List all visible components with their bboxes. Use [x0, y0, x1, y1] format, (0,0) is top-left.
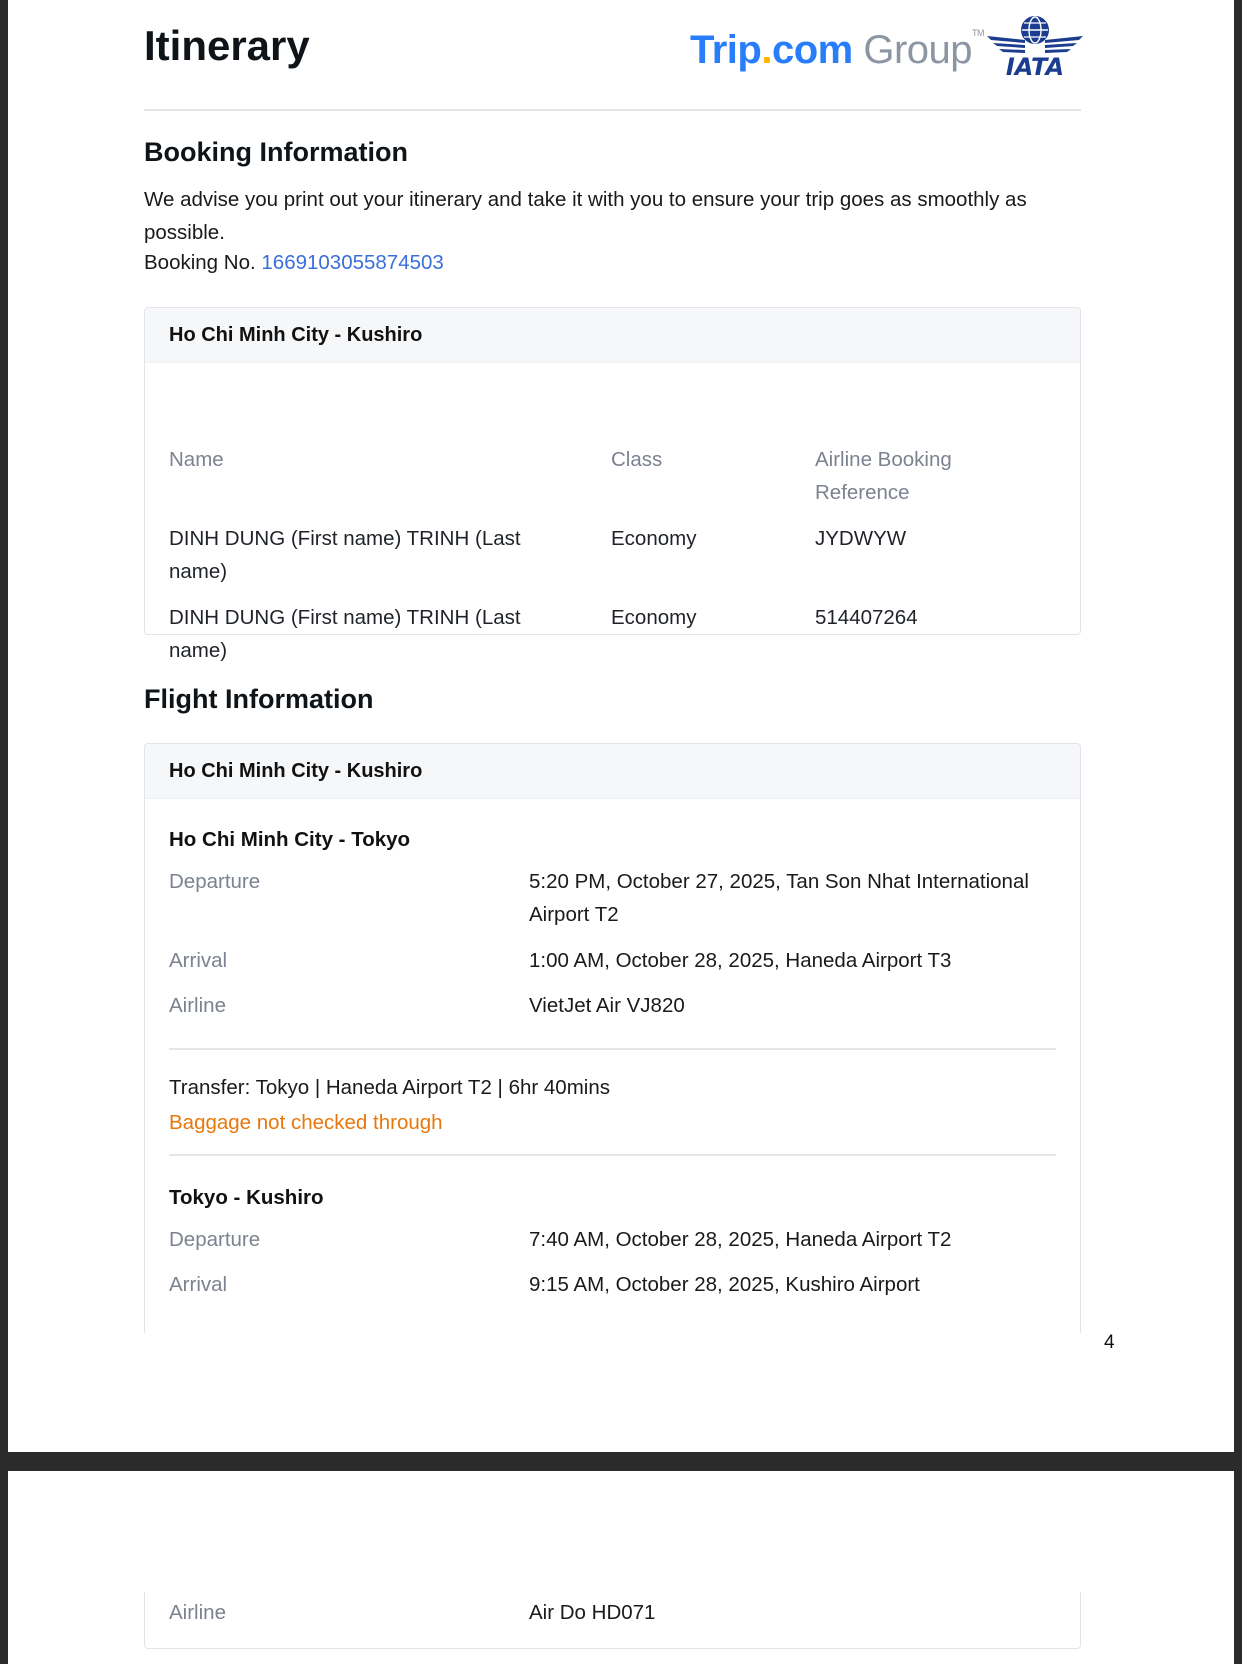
airline-value: VietJet Air VJ820: [529, 994, 685, 1017]
departure-label: Departure: [169, 870, 261, 893]
page-number: 4: [1104, 1332, 1115, 1353]
departure-label: Departure: [169, 1228, 261, 1251]
passenger-card-title: Ho Chi Minh City - Kushiro: [145, 308, 1080, 363]
airline-label: Airline: [169, 994, 226, 1017]
flight-card-continued: [144, 1592, 1081, 1649]
segment-divider: [169, 1048, 1056, 1050]
arrival-value: 1:00 AM, October 28, 2025, Haneda Airport T3: [529, 949, 952, 972]
svg-text:IATA: IATA: [1005, 53, 1065, 78]
logo-text-group: Group: [852, 28, 973, 72]
logo-text-trip: Trip: [690, 28, 762, 72]
passenger-name: DINH DUNG (First name) TRINH (Last name): [169, 527, 521, 583]
page-title: Itinerary: [144, 22, 310, 69]
arrival-value: 9:15 AM, October 28, 2025, Kushiro Airport: [529, 1273, 920, 1296]
passenger-booking-reference: JYDWYW: [815, 527, 907, 550]
passenger-class: Economy: [611, 606, 697, 629]
baggage-warning: Baggage not checked through: [169, 1111, 443, 1134]
passenger-name: DINH DUNG (First name) TRINH (Last name): [169, 606, 521, 662]
column-header-name: Name: [169, 448, 224, 471]
passenger-card: [144, 307, 1081, 662]
segment-divider: [169, 1154, 1056, 1156]
arrival-label: Arrival: [169, 1273, 228, 1296]
arrival-label: Arrival: [169, 949, 228, 972]
transfer-info: Transfer: Tokyo | Haneda Airport T2 | 6hr 40mins: [169, 1076, 610, 1099]
segment-title: Tokyo - Kushiro: [169, 1186, 324, 1209]
passenger-class: Economy: [611, 527, 697, 550]
segment-title: Ho Chi Minh City - Tokyo: [169, 828, 411, 851]
departure-value: 7:40 AM, October 28, 2025, Haneda Airport T2: [529, 1228, 952, 1251]
trip-com-group-logo: [690, 28, 984, 73]
logo-text-com: com: [771, 28, 853, 72]
column-header-booking-reference: Airline Booking Reference: [815, 448, 952, 504]
departure-value: 5:20 PM, October 27, 2025, Tan Son Nhat International Airport T2: [529, 870, 1029, 926]
iata-logo: [985, 14, 1085, 78]
booking-number: [144, 251, 444, 275]
logo-tm: TM: [972, 28, 985, 38]
flight-information-heading: Flight Information: [144, 684, 374, 714]
airline-value: Air Do HD071: [529, 1601, 656, 1624]
header-divider: [144, 109, 1081, 111]
logo-dot: .: [761, 28, 772, 72]
passenger-booking-reference: 514407264: [815, 606, 918, 629]
booking-number-value[interactable]: 1669103055874503: [261, 251, 444, 274]
booking-advice-text: We advise you print out your itinerary and take it with you to ensure your trip goes as smoothly as possible.: [144, 188, 1027, 244]
flight-card-title: Ho Chi Minh City - Kushiro: [145, 744, 1080, 799]
flight-card: [144, 743, 1081, 1333]
column-header-class: Class: [611, 448, 663, 471]
airline-label: Airline: [169, 1601, 226, 1624]
booking-information-heading: Booking Information: [144, 137, 408, 167]
booking-number-label: Booking No.: [144, 251, 256, 274]
